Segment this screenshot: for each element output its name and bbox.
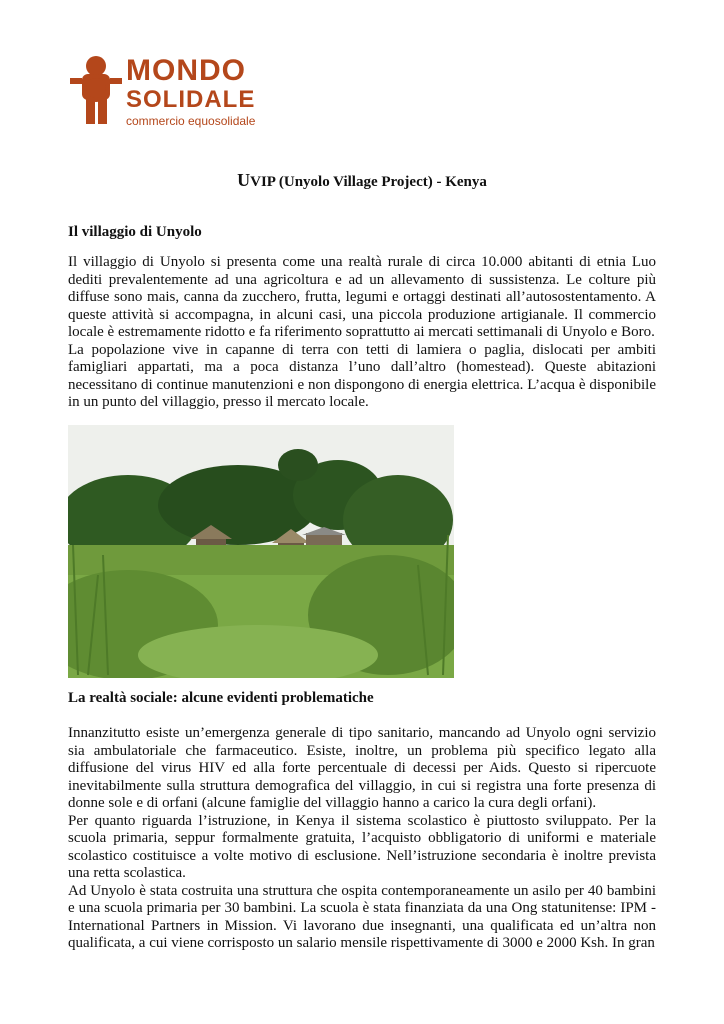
mondo-solidale-logo xyxy=(68,52,268,132)
paragraph: Il villaggio di Unyolo si presenta come una realtà rurale di circa 10.000 abitanti di etnia Luo dediti prevalentemente ad una agricoltura e ad un allevamento di sussistenza. Le colture più diffuse sono mais, canna da zucchero, frutta, legumi e ortaggi destinati all’autosostentamento. A queste attività si accompagna, in alcuni casi, una piccola produzione artigianale. Il commercio locale è estremamente ridotto e fa riferimento soprattutto ai mercati settimanali di Unyolo e Boro. xyxy=(68,254,656,340)
paragraph: La popolazione vive in capanne di terra con tetti di lamiera o paglia, dislocati per ambiti famigliari appartati, ma a poca distanza l’uno dall’altro (homestead). Queste abitazioni necessitano di continue manutenzioni e non dispongono di energia elettrica. L’acqua è disponibile in un punto del villaggio, presso il mercato locale. xyxy=(68,341,656,410)
logo-tagline: commercio equosolidale xyxy=(126,114,256,128)
section-heading-village: Il villaggio di Unyolo xyxy=(68,224,202,240)
section-heading-social: La realtà sociale: alcune evidenti problematiche xyxy=(68,690,374,706)
document-title xyxy=(0,170,724,191)
logo-word-solidale: SOLIDALE xyxy=(126,86,256,113)
title-rest: VIP (Unyolo Village Project) - Kenya xyxy=(250,174,487,190)
paragraph: Ad Unyolo è stata costruita una struttura che ospita contemporaneamente un asilo per 40 bambini e una scuola primaria per 30 bambini. La scuola è stata finanziata da una Ong statunitense: IPM - International Partners in Mission. Vi lavorano due insegnanti, una qualificata ed un’altra non qualificata, a cui viene corrisposto un salario mensile rispettivamente di 3000 e 2000 Ksh. In gran xyxy=(68,882,656,951)
section-body-village xyxy=(68,254,656,412)
paragraph: Per quanto riguarda l’istruzione, in Kenya il sistema scolastico è piuttosto sviluppato. Per la scuola primaria, seppur formalmente gratuita, l’acquisto obbligatorio di uniformi e materiale scolastico costituisce a volte motivo di esclusione. Nell’istruzione secondaria è inoltre prevista una retta scolastica. xyxy=(68,812,656,881)
village-photo xyxy=(68,425,454,678)
section-body-social xyxy=(68,725,656,953)
logo-figure-icon xyxy=(68,52,124,130)
title-initial: U xyxy=(237,170,251,190)
logo-word-mondo: MONDO xyxy=(126,54,246,87)
paragraph: Innanzitutto esiste un’emergenza generale di tipo sanitario, mancando ad Unyolo ogni servizio sia ambulatoriale che farmaceutico. Esiste, inoltre, un problema più specifico legato alla diffusione del virus HIV ed alla forte percentuale di decessi per Aids. Questo si ripercuote inevitabilmente sulla struttura demografica del villaggio, in cui si registra una forte presenza di donne sole e di orfani (alcune famiglie del villaggio hanno a carico la cura degli orfani). xyxy=(68,725,656,811)
